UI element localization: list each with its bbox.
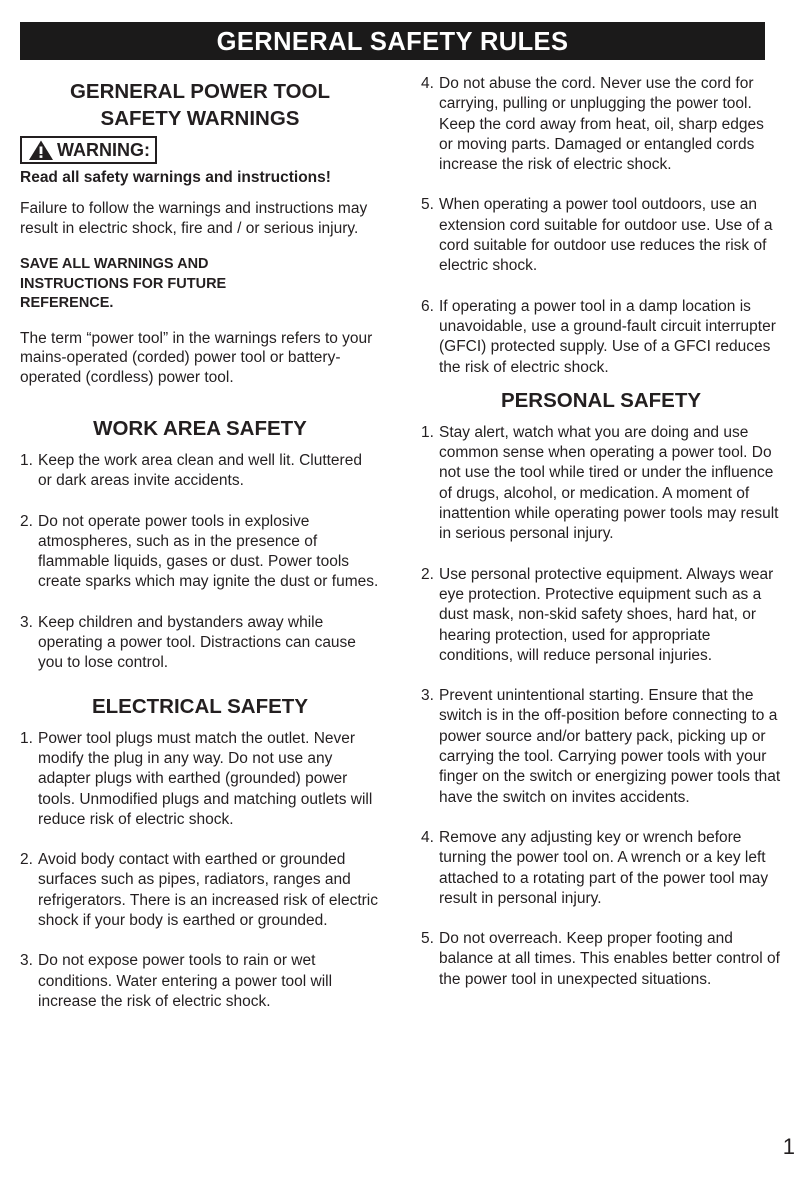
right-column	[421, 74, 781, 990]
page-number: 1	[782, 1134, 795, 1159]
list-item	[421, 195, 781, 276]
list-item-text: Do not overreach. Keep proper footing and balance at all times. This enables better control of the power tool in unexpected situations.	[439, 930, 780, 988]
main-heading-line1: GERNERAL POWER TOOL	[69, 80, 331, 103]
electrical-heading: ELECTRICAL SAFETY	[91, 694, 309, 718]
failure-paragraph: Failure to follow the warnings and instructions may result in electric shock, fire and / or serious injury.	[20, 200, 368, 237]
list-item-text: Do not operate power tools in explosive atmospheres, such as in the presence of flammable liquids, gases or dust. Power tools create sparks which may ignite the dust or fumes.	[38, 512, 379, 591]
warning-triangle-icon	[28, 139, 54, 161]
list-item-text: Keep children and bystanders away while operating a power tool. Distractions can cause you to lose control.	[38, 613, 356, 672]
list-item	[421, 686, 781, 808]
list-item-text: Avoid body contact with earthed or grounded surfaces such as pipes, radiators, ranges and refrigerators. There is an increased risk of electric shock if your body is earthed or grounded.	[38, 851, 378, 930]
list-item	[421, 828, 781, 909]
electrical-list-right	[421, 74, 781, 378]
list-item-number: 1.	[20, 452, 33, 469]
main-heading	[20, 78, 380, 132]
list-item-text: Remove any adjusting key or wrench before turning the power tool on. A wrench or a key left attached to a rotating part of the power tool may result in personal injury.	[439, 828, 769, 907]
power-tool-term-paragraph: The term “power tool” in the warnings refers to your mains-operated (corded) power tool or battery-operated (cordless) power tool.	[20, 329, 373, 386]
warning-label: WARNING:	[57, 140, 150, 160]
list-item	[421, 929, 781, 990]
list-item-text: When operating a power tool outdoors, use an extension cord suitable for outdoor use. Use of a cord suitable for outdoor use reduces the risk of electric shock.	[439, 196, 773, 275]
work-area-heading: WORK AREA SAFETY	[93, 417, 307, 440]
list-item-number: 2.	[20, 512, 33, 530]
list-item-number: 6.	[421, 297, 434, 315]
list-item-number: 3.	[20, 952, 33, 970]
list-item-text: If operating a power tool in a damp location is unavoidable, use a ground-fault circuit interrupter (GFCI) protected supply. Use of a GFCI reduces the risk of electric shock.	[439, 297, 776, 376]
warning-box	[20, 136, 157, 164]
list-item	[20, 850, 380, 931]
list-item-number: 5.	[421, 196, 434, 214]
personal-safety-list	[421, 423, 781, 990]
read-all-notice: Read all safety warnings and instructions!	[20, 169, 331, 186]
list-item-number: 3.	[421, 687, 434, 705]
work-area-list	[20, 451, 380, 674]
list-item-text: Keep the work area clean and well lit. Cluttered or dark areas invite accidents.	[38, 452, 362, 490]
list-item	[20, 451, 380, 492]
list-item-number: 1.	[421, 423, 434, 441]
list-item-text: Stay alert, watch what you are doing and use common sense when operating a power tool. Do not use the tool while tired or under the influence of drugs, alcohol, or medication. A moment of inattention while operating power tools may result in serious personal injury.	[439, 423, 779, 543]
list-item	[20, 512, 380, 593]
save-warnings-paragraph: SAVE ALL WARNINGS AND INSTRUCTIONS FOR FUTURE REFERENCE.	[20, 256, 227, 311]
list-item-text: Prevent unintentional starting. Ensure that the switch is in the off-position before connecting to a power source and/or battery pack, picking up or carrying the tool. Carrying power tools with your finger on the switch or energizing power tools that have the switch on invites accidents.	[439, 687, 781, 806]
list-item-text: Do not expose power tools to rain or wet conditions. Water entering a power tool will increase the risk of electric shock.	[38, 952, 333, 1010]
list-item-number: 2.	[20, 851, 33, 869]
list-item-number: 2.	[421, 565, 434, 583]
list-item	[421, 297, 781, 378]
list-item-text: Do not abuse the cord. Never use the cord for carrying, pulling or unplugging the power tool. Keep the cord away from heat, oil, sharp edges or moving parts. Damaged or entangled cords increase the risk of electric shock.	[439, 75, 764, 174]
list-item	[20, 613, 380, 674]
list-item	[20, 951, 380, 1012]
list-item-text: Power tool plugs must match the outlet. Never modify the plug in any way. Do not use any adapter plugs with earthed (grounded) power tools. Unmodified plugs and matching outlets will reduce risk of electric shock.	[38, 729, 373, 828]
main-heading-line2: SAFETY WARNINGS	[100, 107, 300, 130]
list-item	[421, 423, 781, 545]
list-item-number: 5.	[421, 930, 434, 948]
list-item-number: 4.	[421, 828, 434, 846]
list-item	[20, 729, 380, 830]
list-item-number: 1.	[20, 729, 33, 747]
list-item-number: 4.	[421, 75, 434, 92]
list-item	[421, 74, 781, 175]
page-banner-title: GERNERAL SAFETY RULES	[20, 22, 765, 60]
list-item-text: Use personal protective equipment. Always wear eye protection. Protective equipment such as a dust mask, non-skid safety shoes, hard hat, or hearing protection, used for appropriate conditions, will reduce personal injuries.	[439, 565, 774, 664]
electrical-list-left	[20, 729, 380, 1013]
list-item	[421, 565, 781, 666]
left-column	[20, 74, 380, 1012]
list-item-number: 3.	[20, 613, 33, 631]
personal-safety-heading: PERSONAL SAFETY	[500, 388, 702, 412]
